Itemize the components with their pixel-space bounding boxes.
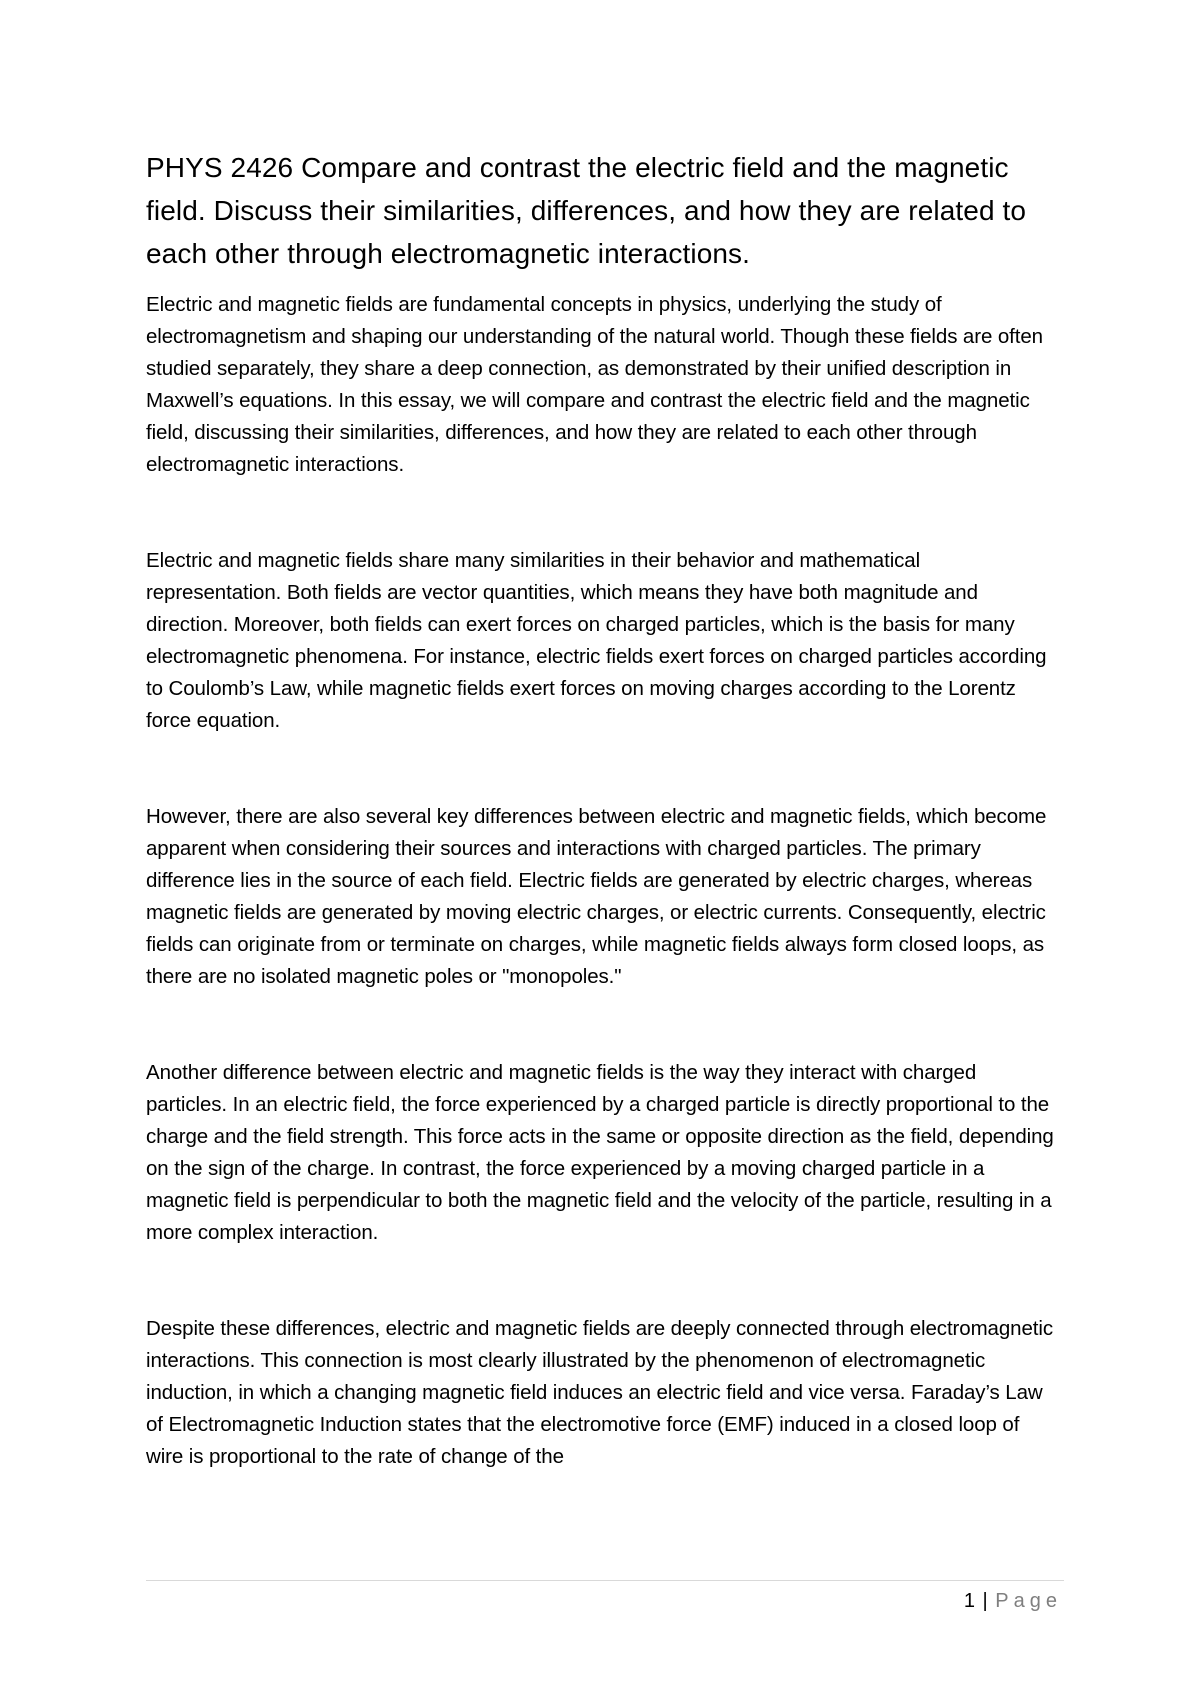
paragraph-similarities: Electric and magnetic fields share many similarities in their behavior and mathematical representation. Both fields are vector quantities, which means they have both magnitude and direction. Moreover, both fields can exert forces on charged particles, which is the basis for many electromagnetic phenomena. For instance, electric fields exert forces on charged particles according to Coulomb’s Law, while magnetic fields exert forces on moving charges according to the Lorentz force equation. <box>146 549 1047 732</box>
paragraph-introduction: Electric and magnetic fields are fundamental concepts in physics, underlying the study of electromagnetism and shaping our understanding of the natural world. Though these fields are often studied separately, they share a deep connection, as demonstrated by their unified description in Maxwell’s equations. In this essay, we will compare and contrast the electric field and the magnetic field, discussing their similarities, differences, and how they are related to each other through electromagnetic interactions. <box>146 293 1043 476</box>
page-label: Page <box>995 1590 1062 1612</box>
paragraph-electromagnetic-induction: Despite these differences, electric and magnetic fields are deeply connected through electromagnetic interactions. This connection is most clearly illustrated by the phenomenon of electromagnetic induction, in which a changing magnetic field induces an electric field and vice versa. Faraday’s Law of Electromagnetic Induction states that the electromotive force (EMF) induced in a closed loop of wire is proportional to the rate of change of the <box>146 1317 1053 1468</box>
document-title: PHYS 2426 Compare and contrast the electric field and the magnetic field. Discuss their similarities, differences, and how they are related to each other through electromagnetic interactions. <box>146 152 1027 269</box>
paragraph-differences-sources: However, there are also several key differences between electric and magnetic fields, which become apparent when considering their sources and interactions with charged particles. The primary difference lies in the source of each field. Electric fields are generated by electric charges, whereas magnetic fields are generated by moving electric charges, or electric currents. Consequently, electric fields can originate from or terminate on charges, while magnetic fields always form closed loops, as there are no isolated magnetic poles or "monopoles." <box>146 805 1047 988</box>
page-footer <box>964 1588 1062 1614</box>
footer-separator: | <box>982 1590 988 1612</box>
paragraph-differences-interaction: Another difference between electric and magnetic fields is the way they interact with charged particles. In an electric field, the force experienced by a charged particle is directly proportional to the charge and the field strength. This force acts in the same or opposite direction as the field, depending on the sign of the charge. In contrast, the force experienced by a moving charged particle in a magnetic field is perpendicular to both the magnetic field and the velocity of the particle, resulting in a more complex interaction. <box>146 1061 1054 1244</box>
footer-divider <box>146 1580 1064 1581</box>
document-body <box>146 146 1060 1473</box>
page-number: 1 <box>963 1590 975 1612</box>
